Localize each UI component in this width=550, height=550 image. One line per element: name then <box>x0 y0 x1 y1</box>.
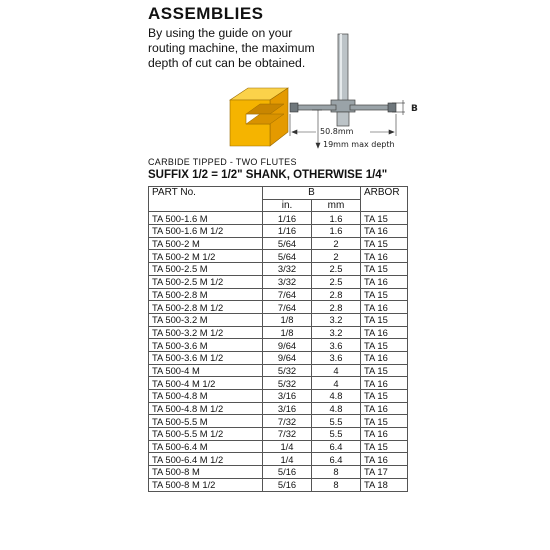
cell-b-in: 3/16 <box>263 402 312 415</box>
table-row <box>149 415 408 428</box>
cell-b-in: 5/64 <box>263 250 312 263</box>
bit-shank <box>338 34 348 106</box>
table-row <box>149 263 408 276</box>
cell-b-mm: 2.5 <box>312 275 361 288</box>
cell-arbor: TA 15 <box>361 313 408 326</box>
cell-b-mm: 4 <box>312 364 361 377</box>
suffix-note: SUFFIX 1/2 = 1/2" SHANK, OTHERWISE 1/4" <box>148 169 388 181</box>
cell-b-in: 1/16 <box>263 225 312 238</box>
cell-b-mm: 1.6 <box>312 225 361 238</box>
cell-b-mm: 2.8 <box>312 301 361 314</box>
cell-part-no: TA 500-8 M 1/2 <box>149 478 263 491</box>
cell-part-no: TA 500-2.5 M <box>149 263 263 276</box>
cell-b-in: 1/16 <box>263 212 312 225</box>
cell-arbor: TA 16 <box>361 225 408 238</box>
cell-part-no: TA 500-5.5 M 1/2 <box>149 428 263 441</box>
cell-part-no: TA 500-2.8 M 1/2 <box>149 301 263 314</box>
cell-arbor: TA 15 <box>361 237 408 250</box>
label-diameter: 50.8mm <box>320 127 354 136</box>
cell-b-in: 7/32 <box>263 415 312 428</box>
cell-arbor: TA 15 <box>361 364 408 377</box>
cell-b-mm: 4 <box>312 377 361 390</box>
bit-cutter-right <box>350 105 394 110</box>
cell-arbor: TA 16 <box>361 275 408 288</box>
cell-part-no: TA 500-3.2 M 1/2 <box>149 326 263 339</box>
cell-b-mm: 2 <box>312 237 361 250</box>
description-line: By using the guide on your <box>148 26 293 40</box>
table-row <box>149 275 408 288</box>
cell-b-mm: 5.5 <box>312 428 361 441</box>
table-row <box>149 377 408 390</box>
router-bit-diagram <box>0 0 550 160</box>
header-b: B <box>263 187 361 200</box>
cell-b-mm: 4.8 <box>312 402 361 415</box>
cell-part-no: TA 500-1.6 M 1/2 <box>149 225 263 238</box>
cell-part-no: TA 500-6.4 M <box>149 440 263 453</box>
bit-cutter-left <box>292 105 336 110</box>
cell-b-in: 3/32 <box>263 275 312 288</box>
table-row <box>149 288 408 301</box>
cell-arbor: TA 15 <box>361 212 408 225</box>
subtitle: CARBIDE TIPPED - TWO FLUTES <box>148 157 297 167</box>
cell-part-no: TA 500-4.8 M <box>149 390 263 403</box>
cell-part-no: TA 500-6.4 M 1/2 <box>149 453 263 466</box>
description-line: routing machine, the maximum <box>148 41 315 55</box>
cell-b-mm: 2 <box>312 250 361 263</box>
cell-part-no: TA 500-2.5 M 1/2 <box>149 275 263 288</box>
cell-arbor: TA 16 <box>361 377 408 390</box>
cell-b-in: 5/16 <box>263 466 312 479</box>
table-row <box>149 453 408 466</box>
cell-b-in: 7/32 <box>263 428 312 441</box>
description-line: depth of cut can be obtained. <box>148 56 306 70</box>
cell-b-mm: 3.2 <box>312 313 361 326</box>
cell-b-in: 9/64 <box>263 351 312 364</box>
cell-arbor: TA 16 <box>361 326 408 339</box>
table-header-row <box>149 187 408 200</box>
cell-b-in: 1/8 <box>263 313 312 326</box>
parts-table <box>148 186 408 492</box>
table-row <box>149 250 408 263</box>
cell-b-in: 9/64 <box>263 339 312 352</box>
cell-arbor: TA 16 <box>361 453 408 466</box>
cell-part-no: TA 500-2 M 1/2 <box>149 250 263 263</box>
wood-block-illustration <box>230 88 288 146</box>
cell-b-mm: 4.8 <box>312 390 361 403</box>
page-title: ASSEMBLIES <box>148 4 264 23</box>
table-row <box>149 478 408 491</box>
cell-part-no: TA 500-3.6 M 1/2 <box>149 351 263 364</box>
cell-part-no: TA 500-3.2 M <box>149 313 263 326</box>
cell-b-mm: 6.4 <box>312 453 361 466</box>
cell-part-no: TA 500-8 M <box>149 466 263 479</box>
cell-arbor: TA 15 <box>361 263 408 276</box>
cell-part-no: TA 500-5.5 M <box>149 415 263 428</box>
table-row <box>149 364 408 377</box>
cell-b-mm: 1.6 <box>312 212 361 225</box>
cell-b-mm: 3.2 <box>312 326 361 339</box>
header-arbor: ARBOR <box>361 187 408 212</box>
table-row <box>149 225 408 238</box>
header-in: in. <box>263 199 312 212</box>
table-row <box>149 212 408 225</box>
table-row <box>149 428 408 441</box>
cell-part-no: TA 500-2 M <box>149 237 263 250</box>
cell-part-no: TA 500-3.6 M <box>149 339 263 352</box>
cell-b-mm: 3.6 <box>312 339 361 352</box>
cell-arbor: TA 15 <box>361 390 408 403</box>
header-part-no: PART No. <box>149 187 263 212</box>
cell-part-no: TA 500-4 M <box>149 364 263 377</box>
table-row <box>149 466 408 479</box>
cell-b-in: 5/32 <box>263 364 312 377</box>
router-bit <box>290 34 396 126</box>
cell-arbor: TA 18 <box>361 478 408 491</box>
cell-arbor: TA 16 <box>361 428 408 441</box>
cell-arbor: TA 15 <box>361 415 408 428</box>
table-row <box>149 440 408 453</box>
cell-arbor: TA 16 <box>361 301 408 314</box>
cell-b-mm: 6.4 <box>312 440 361 453</box>
cell-b-mm: 2.8 <box>312 288 361 301</box>
cell-b-in: 3/16 <box>263 390 312 403</box>
table-row <box>149 402 408 415</box>
cell-b-mm: 5.5 <box>312 415 361 428</box>
cell-b-in: 7/64 <box>263 288 312 301</box>
table-row <box>149 339 408 352</box>
table-row <box>149 313 408 326</box>
cell-part-no: TA 500-4.8 M 1/2 <box>149 402 263 415</box>
cell-part-no: TA 500-1.6 M <box>149 212 263 225</box>
cell-arbor: TA 15 <box>361 339 408 352</box>
cell-b-in: 3/32 <box>263 263 312 276</box>
label-max-depth: 19mm max depth <box>323 140 395 149</box>
cell-arbor: TA 17 <box>361 466 408 479</box>
cell-arbor: TA 15 <box>361 440 408 453</box>
table-row <box>149 326 408 339</box>
cell-b-in: 5/16 <box>263 478 312 491</box>
cell-b-mm: 8 <box>312 478 361 491</box>
cell-b-in: 5/64 <box>263 237 312 250</box>
cell-part-no: TA 500-2.8 M <box>149 288 263 301</box>
cell-b-mm: 2.5 <box>312 263 361 276</box>
cell-b-in: 1/8 <box>263 326 312 339</box>
cell-b-in: 7/64 <box>263 301 312 314</box>
cell-arbor: TA 16 <box>361 402 408 415</box>
table-row <box>149 351 408 364</box>
table-row <box>149 390 408 403</box>
cell-b-in: 5/32 <box>263 377 312 390</box>
header-mm: mm <box>312 199 361 212</box>
cell-arbor: TA 15 <box>361 288 408 301</box>
table-row <box>149 237 408 250</box>
cell-arbor: TA 16 <box>361 250 408 263</box>
cell-b-in: 1/4 <box>263 440 312 453</box>
cell-b-mm: 8 <box>312 466 361 479</box>
cell-part-no: TA 500-4 M 1/2 <box>149 377 263 390</box>
cell-arbor: TA 16 <box>361 351 408 364</box>
label-b: B <box>411 104 418 114</box>
cell-b-mm: 3.6 <box>312 351 361 364</box>
table-row <box>149 301 408 314</box>
cell-b-in: 1/4 <box>263 453 312 466</box>
